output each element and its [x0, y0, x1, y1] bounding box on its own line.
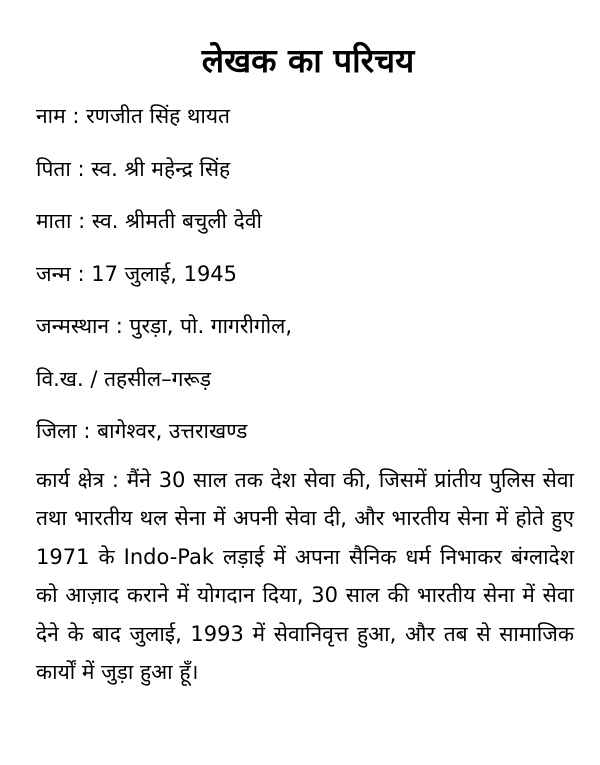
name-value: रणजीत सिंह थायत [86, 104, 231, 128]
tehsil-field [36, 353, 572, 406]
mother-value: स्व. श्रीमती बचुली देवी [91, 209, 262, 233]
father-value: स्व. श्री महेन्द्र सिंह [91, 156, 231, 181]
author-details [36, 90, 572, 458]
work-area-paragraph [36, 461, 574, 692]
district-label: जिला : [36, 419, 97, 443]
mother-label: माता : [36, 209, 92, 233]
birth-date-label: जन्म : [36, 262, 91, 286]
mother-field [36, 195, 572, 248]
name-label: नाम : [36, 104, 86, 128]
work-area-label: कार्य क्षेत्र : [36, 468, 127, 492]
tehsil-value: वि.ख. / तहसील–गरूड़ [36, 366, 211, 391]
birth-date-value: 17 जुलाई, 1945 [91, 261, 238, 286]
page-title: लेखक का परिचय [201, 41, 415, 80]
district-field [36, 405, 572, 458]
father-field [36, 143, 572, 196]
name-field [36, 90, 572, 143]
birth-date-field [36, 248, 572, 301]
father-label: पिता : [36, 157, 91, 181]
birthplace-label: जन्मस्थान : [36, 314, 130, 338]
birthplace-field [36, 300, 572, 353]
district-value: बागेश्वर, उत्तराखण्ड [97, 419, 248, 443]
birthplace-value: पुरड़ा, पो. गागरीगोल, [129, 314, 293, 338]
work-area-text: मैंने 30 साल तक देश सेवा की, जिसमें प्रांतीय पुलिस सेवा तथा भारतीय थल सेना में अपनी सेवा दी, और भारतीय सेना में होते हुए 1971 के Indo-Pak लड़ाई में अपना सैनिक धर्म निभाकर बंग्लादेश को आज़ाद कराने में योगदान दिया, 30 साल की भारतीय सेना में सेवा देने के बाद जुलाई, 1993 में सेवानिवृत्त हुआ, और तब से सामाजिक कार्यों में जुड़ा हुआ हूँ। [36, 467, 574, 684]
